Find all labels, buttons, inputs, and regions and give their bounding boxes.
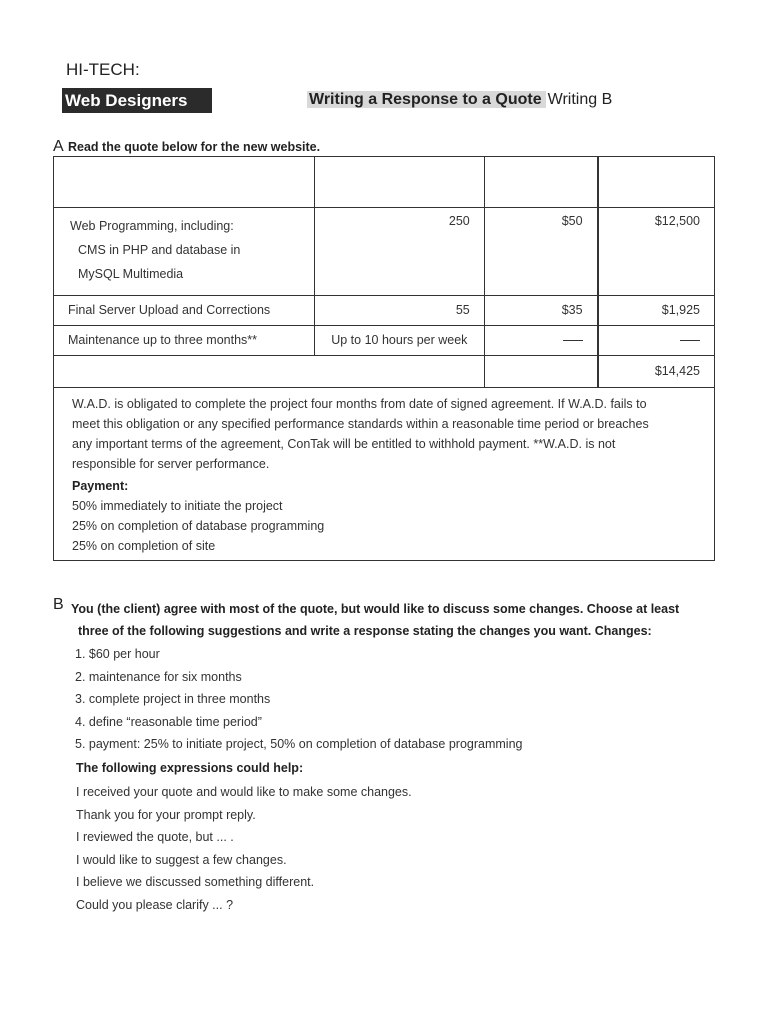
section-a-instruction: Read the quote below for the new website. bbox=[68, 140, 321, 154]
list-item: Could you please clarify ... ? bbox=[76, 897, 234, 912]
instruction-line: three of the following suggestions and write a response stating the changes you want. Changes: bbox=[78, 624, 652, 638]
item-total: $1,925 bbox=[598, 296, 715, 326]
item-hours: Up to 10 hours per week bbox=[315, 326, 485, 356]
item-total: $12,500 bbox=[598, 208, 715, 296]
expressions-heading: The following expressions could help: bbox=[76, 761, 304, 775]
list-item: 1. $60 per hour bbox=[75, 647, 160, 661]
item-description: Maintenance up to three months** bbox=[54, 326, 315, 356]
list-item: 3. complete project in three months bbox=[75, 692, 271, 706]
item-title: Web Programming, including: bbox=[70, 219, 234, 233]
total-spacer bbox=[484, 356, 597, 388]
title-suffix: Writing B bbox=[547, 91, 613, 108]
total-spacer bbox=[54, 356, 485, 388]
list-item: Thank you for your prompt reply. bbox=[76, 807, 256, 822]
list-item: 5. payment: 25% to initiate project, 50% on completion of database programming bbox=[75, 737, 523, 751]
table-row bbox=[54, 208, 715, 296]
item-subline: CMS in PHP and database in bbox=[78, 243, 241, 257]
header-cell bbox=[54, 157, 315, 208]
item-hours: 55 bbox=[315, 296, 485, 326]
terms-cell bbox=[54, 388, 715, 561]
terms-text: W.A.D. is obligated to complete the project four months from date of signed agreement. If W.A.D. fails to meet this obligation or any specified performance standards within a reasonable time period or breaches any important terms of the agreement, ConTak will be entitled to withhold payment. **W.A.D. is not responsible for server performance. bbox=[72, 397, 649, 471]
list-item: I reviewed the quote, but ... . bbox=[76, 830, 234, 845]
grand-total: $14,425 bbox=[598, 356, 715, 388]
item-description: Final Server Upload and Corrections bbox=[54, 296, 315, 326]
section-a-letter: A bbox=[53, 138, 64, 155]
total-row bbox=[54, 356, 715, 388]
list-item: I would like to suggest a few changes. bbox=[76, 852, 287, 867]
section-b-instruction bbox=[71, 598, 721, 642]
dash-mark bbox=[680, 340, 700, 341]
terms-row bbox=[54, 388, 715, 561]
list-item: 2. maintenance for six months bbox=[75, 669, 242, 684]
item-subline: MySQL Multimedia bbox=[78, 267, 184, 281]
payment-item: 25% on completion of site bbox=[72, 539, 216, 553]
list-item: I received your quote and would like to make some changes. bbox=[76, 785, 412, 799]
changes-list bbox=[75, 643, 522, 756]
title-highlight: Writing a Response to a Quote bbox=[307, 91, 546, 108]
item-rate: $35 bbox=[484, 296, 597, 326]
header-cell bbox=[484, 157, 597, 208]
brand-badge: Web Designers bbox=[62, 88, 212, 113]
table-header-row bbox=[54, 157, 715, 208]
quote-table bbox=[53, 156, 715, 561]
item-total bbox=[598, 326, 715, 356]
item-rate bbox=[484, 326, 597, 356]
table-row bbox=[54, 326, 715, 356]
list-item: 4. define “reasonable time period” bbox=[75, 714, 262, 729]
brand-name: HI-TECH: bbox=[66, 60, 140, 79]
dash-mark bbox=[563, 340, 583, 341]
section-b-letter: B bbox=[53, 596, 64, 613]
header-cell bbox=[315, 157, 485, 208]
table-row bbox=[54, 296, 715, 326]
list-item: I believe we discussed something different. bbox=[76, 875, 315, 890]
item-rate: $50 bbox=[484, 208, 597, 296]
page-title bbox=[307, 88, 612, 112]
instruction-line: You (the client) agree with most of the quote, but would like to discuss some changes. Choose at least bbox=[71, 602, 680, 616]
header-cell bbox=[598, 157, 715, 208]
item-description bbox=[54, 208, 315, 296]
item-hours: 250 bbox=[315, 208, 485, 296]
expressions-list bbox=[76, 781, 412, 917]
payment-item: 50% immediately to initiate the project bbox=[72, 499, 283, 513]
payment-item: 25% on completion of database programming bbox=[72, 519, 325, 533]
payment-heading: Payment: bbox=[72, 479, 129, 493]
